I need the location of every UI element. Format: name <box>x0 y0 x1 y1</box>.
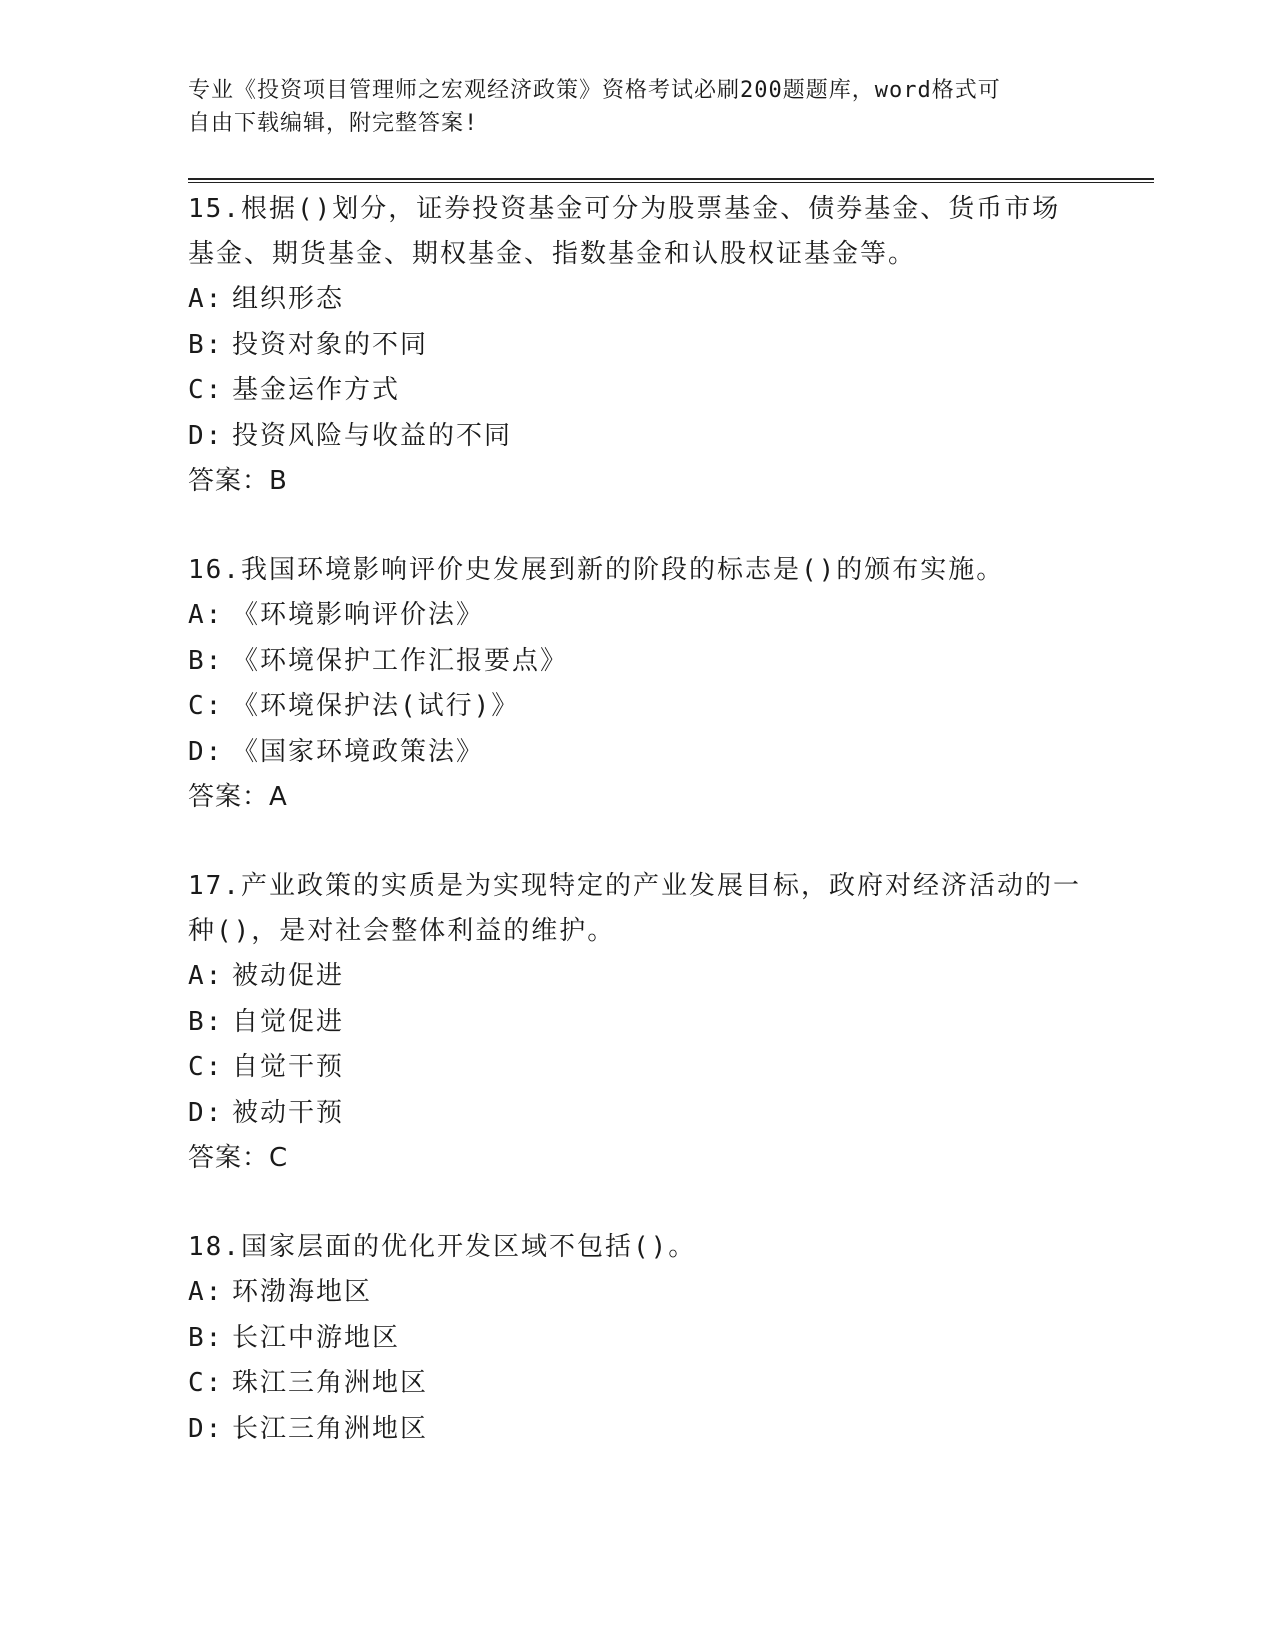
question-18 <box>188 1225 1154 1452</box>
option-key: D: <box>188 1097 224 1128</box>
option-text: 自觉干预 <box>232 1052 345 1082</box>
option-text: 被动干预 <box>232 1097 345 1128</box>
option-text: 投资对象的不同 <box>232 329 429 360</box>
option-d <box>188 1407 1154 1453</box>
option-c <box>188 1361 1154 1407</box>
option-key: B: <box>188 329 224 360</box>
option-key: A: <box>188 284 224 314</box>
option-key: C: <box>188 375 224 405</box>
option-key: C: <box>188 1052 224 1082</box>
option-key: D: <box>188 420 224 451</box>
option-key: B: <box>188 1322 224 1353</box>
option-c <box>188 368 1154 414</box>
question-16 <box>188 548 1154 820</box>
option-text: 《环境影响评价法》 <box>232 600 485 630</box>
option-key: A: <box>188 600 224 630</box>
option-b <box>188 1000 1154 1046</box>
option-text: 投资风险与收益的不同 <box>232 420 513 451</box>
option-a <box>188 1270 1154 1316</box>
question-stem: 17.产业政策的实质是为实现特定的产业发展目标，政府对经济活动的一种()，是对社会整体利益的维护。 <box>188 871 1081 946</box>
option-b <box>188 1316 1154 1362</box>
option-text: 《环境保护工作汇报要点》 <box>232 645 569 676</box>
option-key: C: <box>188 1368 224 1398</box>
option-text: 珠江三角洲地区 <box>232 1368 429 1398</box>
option-key: D: <box>188 1413 224 1444</box>
option-key: C: <box>188 691 224 721</box>
document-header <box>188 74 1088 140</box>
header-divider <box>188 178 1154 183</box>
option-text: 组织形态 <box>232 284 345 314</box>
option-c <box>188 684 1154 730</box>
question-17 <box>188 864 1154 1181</box>
option-key: A: <box>188 1277 224 1307</box>
option-text: 被动促进 <box>232 961 345 991</box>
question-stem: 18.国家层面的优化开发区域不包括()。 <box>188 1232 697 1262</box>
header-line-2: 自由下载编辑，附完整答案! <box>188 111 479 136</box>
answer-line: 答案：B <box>188 466 288 496</box>
option-text: 《国家环境政策法》 <box>232 736 485 767</box>
option-key: B: <box>188 645 224 676</box>
answer-line: 答案：C <box>188 1143 289 1173</box>
option-d <box>188 1091 1154 1137</box>
question-stem: 16.我国环境影响评价史发展到新的阶段的标志是()的颁布实施。 <box>188 555 1005 585</box>
option-c <box>188 1045 1154 1091</box>
option-text: 长江三角洲地区 <box>232 1413 429 1444</box>
question-stem: 15.根据()划分，证券投资基金可分为股票基金、债券基金、货币市场基金、期货基金、期权基金、指数基金和认股权证基金等。 <box>188 194 1061 269</box>
option-key: B: <box>188 1006 224 1037</box>
option-text: 《环境保护法(试行)》 <box>232 691 520 721</box>
option-a <box>188 593 1154 639</box>
option-text: 长江中游地区 <box>232 1322 401 1353</box>
option-text: 基金运作方式 <box>232 375 401 405</box>
option-b <box>188 639 1154 685</box>
option-b <box>188 323 1154 369</box>
option-a <box>188 954 1154 1000</box>
option-d <box>188 414 1154 460</box>
question-list <box>188 187 1154 1452</box>
document-page <box>188 74 1154 1496</box>
option-key: D: <box>188 736 224 767</box>
header-line-1: 专业《投资项目管理师之宏观经济政策》资格考试必刷200题题库，word格式可 <box>188 78 1001 103</box>
answer-line: 答案：A <box>188 782 288 812</box>
option-key: A: <box>188 961 224 991</box>
option-d <box>188 730 1154 776</box>
option-text: 环渤海地区 <box>232 1277 373 1307</box>
option-a <box>188 277 1154 323</box>
option-text: 自觉促进 <box>232 1006 345 1037</box>
question-15 <box>188 187 1154 504</box>
